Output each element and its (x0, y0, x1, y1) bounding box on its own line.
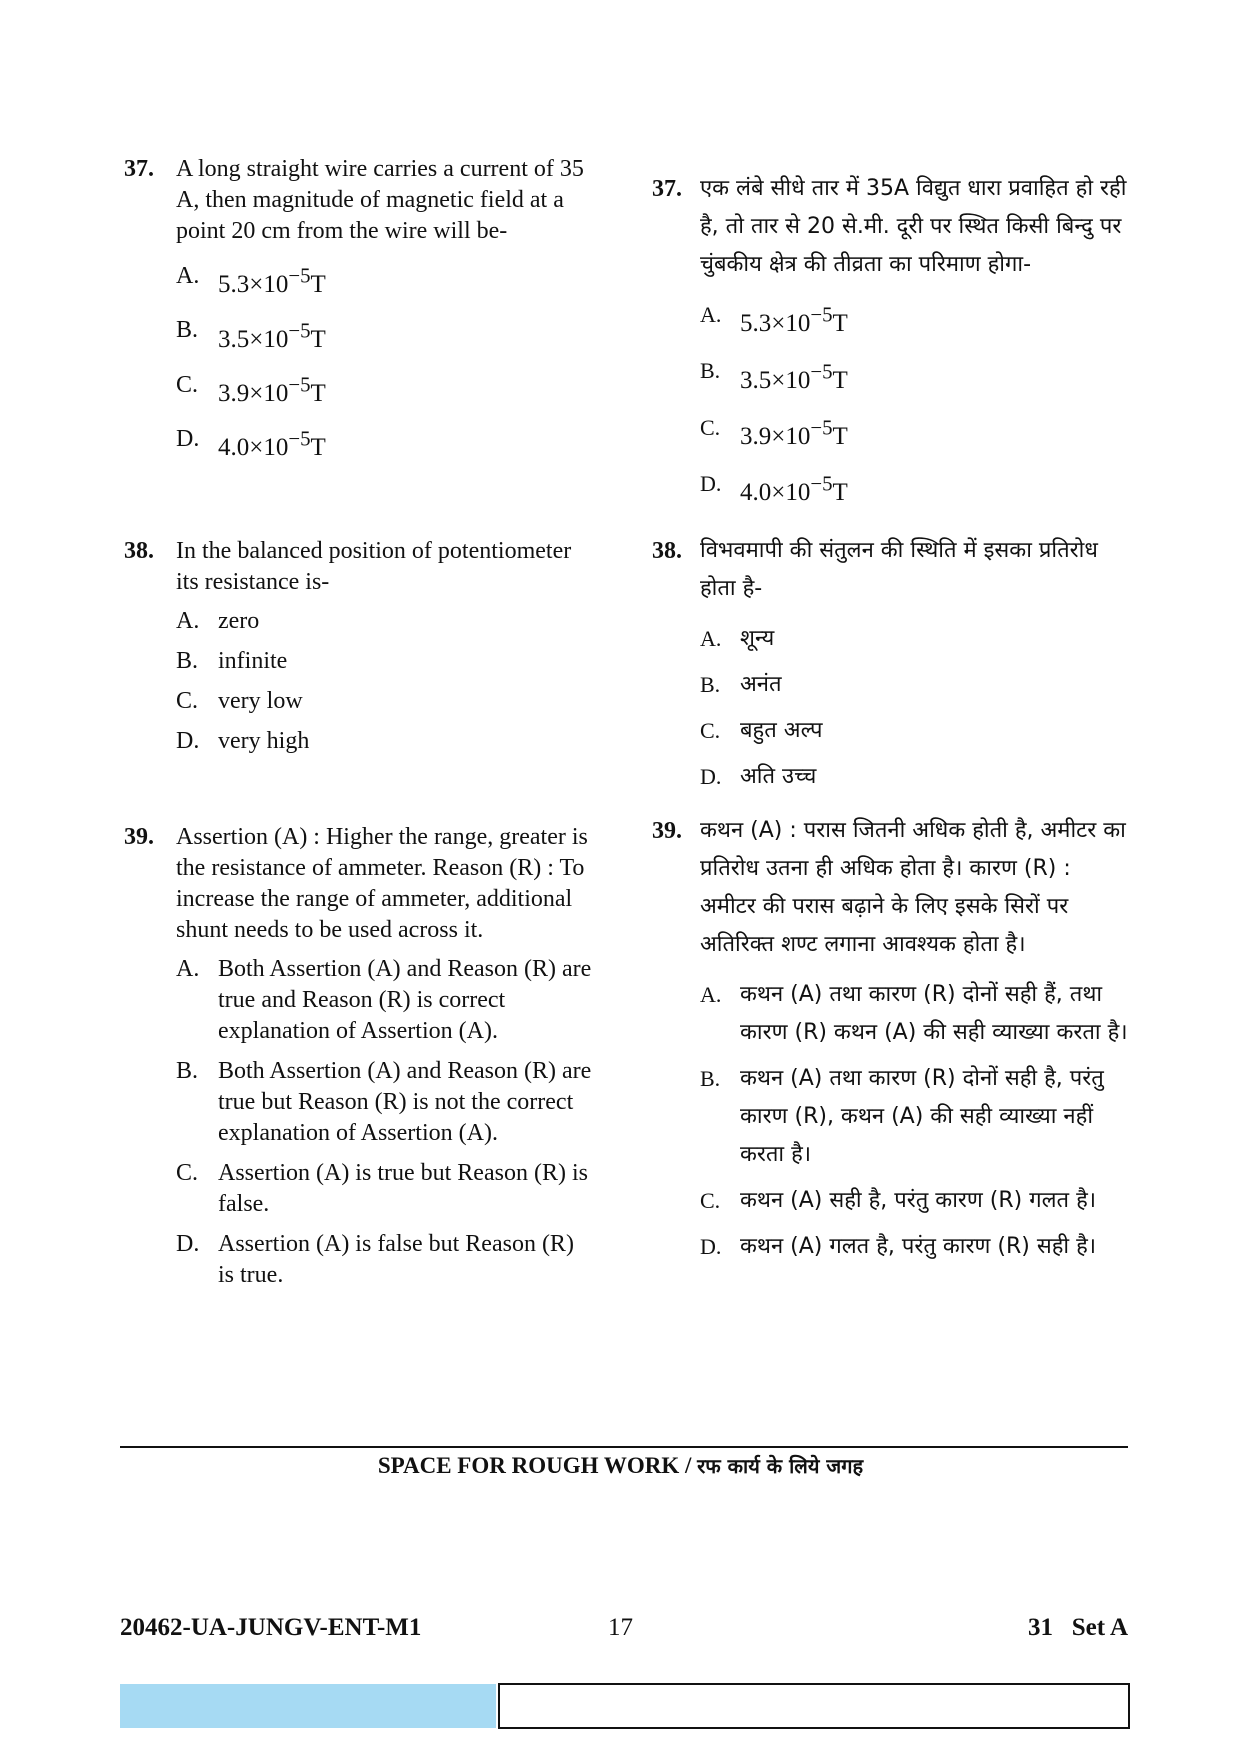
option-label: B. (700, 1066, 721, 1091)
rough-work-divider (120, 1446, 1128, 1448)
option-label: D. (176, 1231, 200, 1257)
option-d: D. Assertion (A) is false but Reason (R) is true. (176, 1231, 574, 1288)
option-label: C. (700, 718, 721, 743)
question-37-hi (652, 170, 1132, 521)
question-number: 37. (124, 156, 154, 182)
option-label: A. (176, 608, 200, 634)
option-label: A. (176, 956, 200, 982)
option-label: A. (176, 263, 200, 289)
footer-color-bar (120, 1684, 496, 1728)
option-b: B. अनंत (700, 666, 1132, 704)
question-number: 38. (652, 538, 682, 564)
option-label: A. (700, 302, 722, 327)
option-a: A. zero (176, 606, 594, 637)
question-39-hi (652, 812, 1132, 1274)
question-number: 38. (124, 538, 154, 564)
footer-blank-box (498, 1683, 1130, 1729)
option-label: C. (700, 414, 721, 440)
option-label: B. (176, 1058, 199, 1084)
question-37-en (124, 154, 594, 473)
option-b: B. $3.5\times 10^{-5}T$ (176, 317, 326, 353)
option-c: C. $3.9\times 10^{-5}T$ (700, 409, 1132, 457)
option-c: C. very low (176, 686, 594, 717)
option-b: B. कथन (A) तथा कारण (R) दोनों सही है, परंतु कारण (R), कथन (A) की सही व्याख्या नहीं करता है। (700, 1060, 1132, 1174)
option-label: D. (700, 764, 722, 789)
option-label: C. (176, 688, 199, 714)
option-c: C. $3.9\times 10^{-5}T$ (176, 371, 326, 407)
option-b: B. $3.5\times 10^{-5}T$ (700, 352, 1132, 400)
option-label: B. (176, 317, 199, 344)
option-b: B. Both Assertion (A) and Reason (R) are true but Reason (R) is not the correct explanation of Assertion (A). (176, 1058, 592, 1146)
question-number: 37. (652, 176, 682, 202)
option-label: A. (700, 626, 722, 651)
option-a: A. $5.3\times 10^{-5}T$ (176, 263, 326, 299)
option-a: A. शून्य (700, 620, 1132, 658)
option-label: C. (700, 1188, 721, 1213)
question-number: 39. (652, 818, 682, 844)
question-stem: विभवमापी की संतुलन की स्थिति में इसका प्रतिरोध होता है- (700, 538, 1098, 601)
option-label: A. (700, 982, 722, 1007)
question-39-en (124, 822, 594, 1300)
option-a: A. Both Assertion (A) and Reason (R) are true and Reason (R) is correct explanation of Assertion (A). (176, 956, 592, 1044)
question-stem: A long straight wire carries a current of 35 A, then magnitude of magnetic field at a point 20 cm from the wire will be- (176, 156, 584, 244)
question-number: 39. (124, 824, 154, 850)
option-label: C. (176, 371, 199, 398)
option-label: B. (176, 648, 199, 674)
option-a: A. $5.3\times 10^{-5}T$ (700, 296, 1132, 344)
option-a: A. कथन (A) तथा कारण (R) दोनों सही हैं, तथा कारण (R) कथन (A) की सही व्याख्या करता है। (700, 976, 1132, 1052)
option-label: D. (176, 728, 200, 754)
option-d: D. $4.0\times 10^{-5}T$ (176, 425, 326, 462)
question-stem: एक लंबे सीधे तार में 35A विद्युत धारा प्रवाहित हो रही है, तो तार से 20 से.मी. दूरी पर स्थित किसी बिन्दु पर चुंबकीय क्षेत्र की तीव्रता का परिमाण होगा- (700, 176, 1127, 277)
option-c: C. Assertion (A) is true but Reason (R) is false. (176, 1160, 588, 1217)
paper-code: 20462-UA-JUNGV-ENT-M1 (120, 1614, 422, 1641)
option-d: D. अति उच्च (700, 758, 1132, 796)
question-38-hi (652, 532, 1132, 804)
question-38-en (124, 536, 594, 766)
option-d: D. $4.0\times 10^{-5}T$ (700, 465, 1132, 513)
option-label: D. (700, 1234, 722, 1259)
question-stem: In the balanced position of potentiometer its resistance is- (176, 538, 572, 595)
option-label: B. (700, 358, 721, 384)
option-label: B. (700, 672, 721, 697)
option-label: C. (176, 1160, 199, 1186)
option-d: D. कथन (A) गलत है, परंतु कारण (R) सही है। (700, 1228, 1132, 1266)
option-b: B. infinite (176, 646, 594, 677)
option-d: D. very high (176, 726, 594, 757)
question-stem: Assertion (A) : Higher the range, greater is the resistance of ammeter. Reason (R) : To increase the range of ammeter, additional shunt needs to be used across it. (176, 824, 588, 943)
option-c: C. कथन (A) सही है, परंतु कारण (R) गलत है। (700, 1182, 1132, 1220)
rough-work-heading: SPACE FOR ROUGH WORK / रफ कार्य के लिये जगह (377, 1453, 864, 1478)
page-number: 17 (608, 1614, 633, 1641)
option-label: D. (176, 425, 200, 452)
option-c: C. बहुत अल्प (700, 712, 1132, 750)
question-stem: कथन (A) : परास जितनी अधिक होती है, अमीटर का प्रतिरोध उतना ही अधिक होता है। कारण (R) : अमीटर की परास बढ़ाने के लिए इसके सिरों पर अतिरिक्त शण्ट लगाना आवश्यक होता है। (700, 818, 1126, 957)
set-label: 31 Set A (1028, 1614, 1128, 1641)
option-label: D. (700, 470, 722, 496)
